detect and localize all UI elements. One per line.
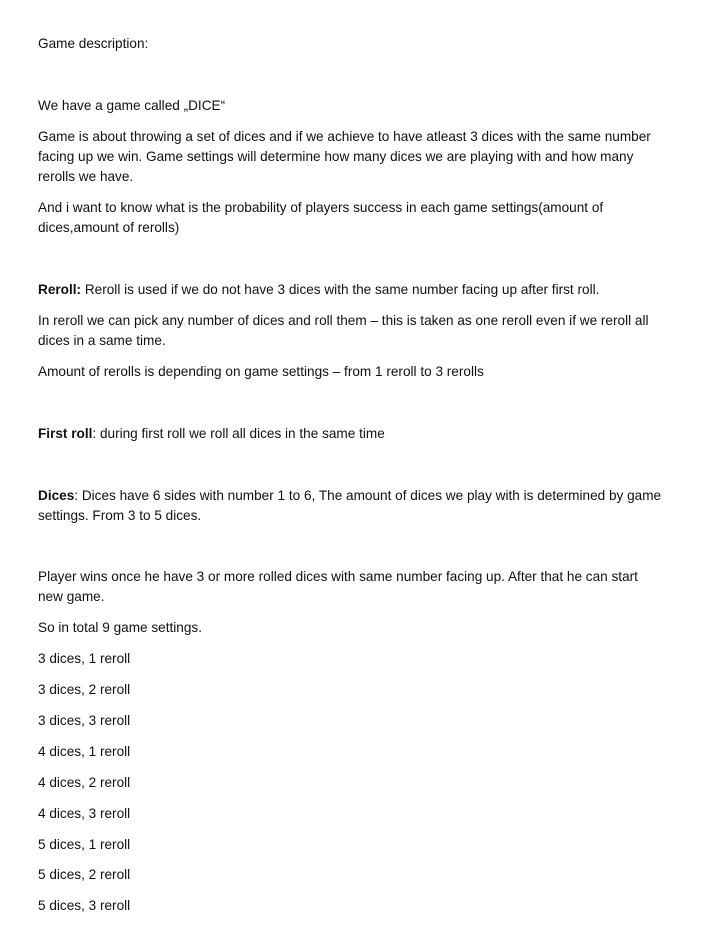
setting-item: 3 dices, 3 reroll (38, 713, 131, 728)
reroll-detail-line-2: dices in a same time. (38, 333, 166, 348)
reroll-label: Reroll: (38, 282, 82, 297)
reroll-amount-line: Amount of rerolls is depending on game settings – from 1 reroll to 3 rerolls (38, 364, 484, 379)
intro-line: We have a game called „DICE“ (38, 98, 226, 113)
description-line-1: Game is about throwing a set of dices and if we achieve to have atleast 3 dices with the same number (38, 129, 651, 144)
setting-item: 5 dices, 3 reroll (38, 898, 131, 913)
setting-item: 3 dices, 2 reroll (38, 682, 131, 697)
win-line-2: new game. (38, 589, 105, 604)
win-line-1: Player wins once he have 3 or more rolled dices with same number facing up. After that he can start (38, 569, 638, 584)
total-settings-line: So in total 9 game settings. (38, 620, 202, 635)
first-roll-paragraph (38, 425, 385, 443)
question-line-2: dices,amount of rerolls) (38, 220, 180, 235)
first-roll-label: First roll (38, 426, 93, 441)
dices-label: Dices (38, 488, 75, 503)
description-line-3: rerolls we have. (38, 169, 134, 184)
setting-item: 4 dices, 3 reroll (38, 806, 131, 821)
setting-item: 4 dices, 2 reroll (38, 775, 131, 790)
description-line-2: facing up we win. Game settings will determine how many dices we are playing with and how many (38, 149, 634, 164)
reroll-text: Reroll is used if we do not have 3 dices with the same number facing up after first roll. (81, 282, 600, 297)
setting-item: 3 dices, 1 reroll (38, 651, 131, 666)
reroll-detail-line-1: In reroll we can pick any number of dices and roll them – this is taken as one reroll even if we reroll all (38, 313, 649, 328)
setting-item: 5 dices, 1 reroll (38, 837, 131, 852)
document-heading: Game description: (38, 36, 149, 51)
setting-item: 4 dices, 1 reroll (38, 744, 131, 759)
question-line-1: And i want to know what is the probability of players success in each game settings(amount of (38, 200, 604, 215)
setting-item: 5 dices, 2 reroll (38, 867, 131, 882)
first-roll-text: : during first roll we roll all dices in the same time (92, 426, 385, 441)
dices-line-2: settings. From 3 to 5 dices. (38, 508, 202, 523)
dices-text: : Dices have 6 sides with number 1 to 6, The amount of dices we play with is determined by game (74, 488, 662, 503)
reroll-paragraph (38, 281, 599, 299)
dices-paragraph (38, 487, 661, 505)
